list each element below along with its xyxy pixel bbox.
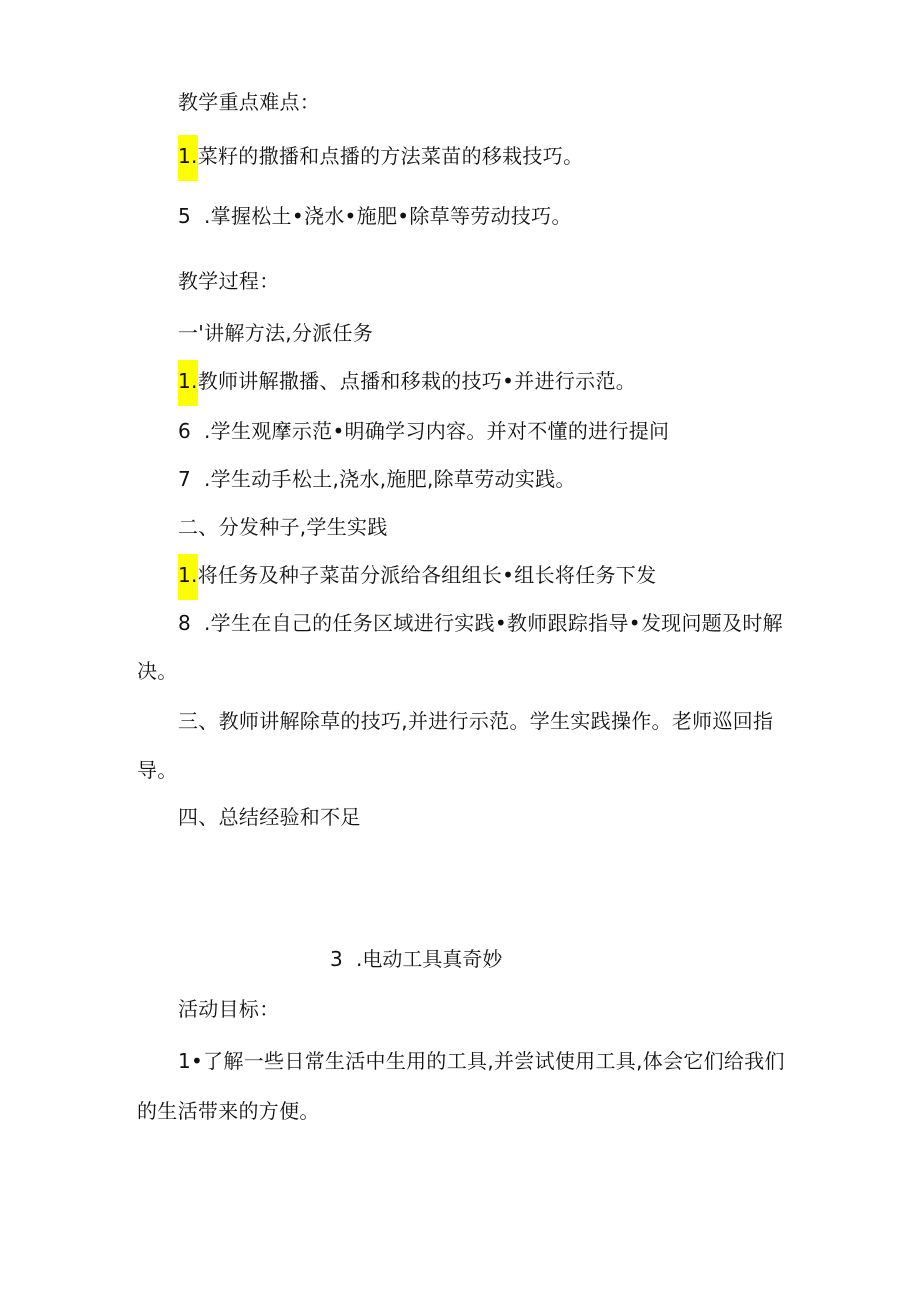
list-item-text: .学生在自己的任务区域进行实践•教师跟踪指导•发现问题及时解 [204, 611, 783, 635]
list-number-highlighted: 1. [178, 554, 198, 600]
list-number-highlighted: 1. [178, 360, 198, 406]
lesson-number: 3 [330, 947, 343, 971]
goal-heading: 活动目标： [178, 997, 280, 1021]
part1-item [178, 464, 576, 494]
list-item-text: 菜籽的撒播和点播的方法菜苗的移栽技巧。 [197, 144, 584, 168]
list-number: 6 [178, 419, 192, 443]
goal-item-continuation: 的生活带来的方便。 [137, 1099, 320, 1123]
part3-continuation: 导。 [137, 758, 178, 782]
list-item-text: 将任务及种子菜苗分派给各组组长•组长将任务下发 [197, 563, 657, 587]
list-item-text: 教师讲解撒播、点播和移栽的技巧•并进行示范。 [197, 369, 637, 393]
part2-item-continuation: 决。 [137, 659, 178, 683]
process-heading: 教学过程： [178, 269, 280, 293]
part1-heading: 一'讲解方法,分派任务 [178, 321, 374, 345]
key-point-item [178, 201, 572, 231]
key-point-item [178, 141, 583, 171]
part1-item [178, 366, 636, 396]
lesson-title [330, 944, 502, 974]
list-number: 5 [178, 204, 192, 228]
list-item-text: .学生观摩示范•明确学习内容。并对不懂的进行提问 [204, 419, 670, 443]
part3-text: 三、教师讲解除草的技巧,并进行示范。学生实践操作。老师巡回指 [178, 709, 774, 733]
part1-item [178, 416, 669, 446]
list-item-text: .学生动手松土,浇水,施肥,除草劳动实践。 [204, 467, 576, 491]
list-number-highlighted: 1. [178, 135, 198, 181]
list-number: 8 [178, 611, 192, 635]
part2-item [178, 608, 783, 638]
lesson-title-text: .电动工具真奇妙 [356, 947, 503, 971]
key-points-heading: 教学重点难点： [178, 90, 321, 114]
part4-heading: 四、总结经验和不足 [178, 805, 361, 829]
goal-item: 1•了解一些日常生活中生用的工具,并尝试使用工具,体会它们给我们 [178, 1049, 785, 1073]
list-number: 7 [178, 467, 192, 491]
list-item-text: .掌握松土•浇水•施肥•除草等劳动技巧。 [204, 204, 572, 228]
part2-heading: 二、分发种子,学生实践 [178, 515, 388, 539]
part2-item [178, 560, 656, 590]
